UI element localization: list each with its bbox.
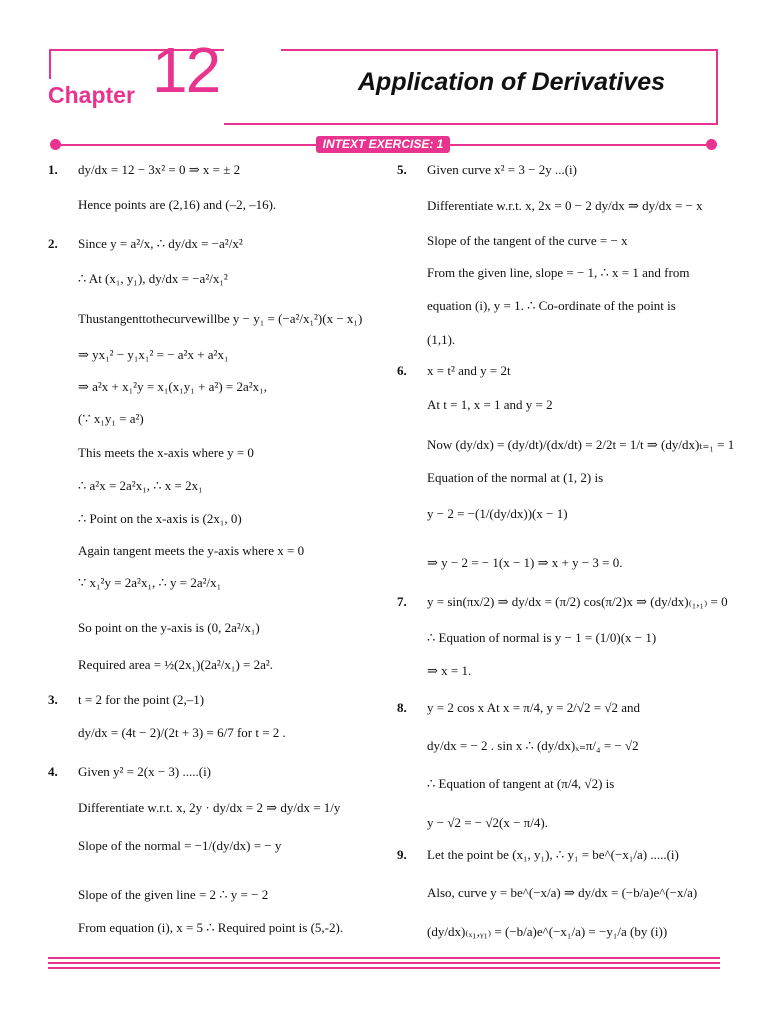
frame-line xyxy=(281,49,718,51)
solution-line: Now (dy/dx) = (dy/dt)/(dx/dt) = 2/2t = 1/t ⇒ (dy/dx)ₜ₌₁ = 1 xyxy=(427,437,735,452)
question-number: 4. xyxy=(48,764,58,779)
solution-line: Also, curve y = be^(−x/a) ⇒ dy/dx = (−b/a)e^(−x/a) xyxy=(427,885,698,900)
solution-line: From equation (i), x = 5 ∴ Required point is (5,-2). xyxy=(78,920,344,935)
solution-line: y − √2 = − √2(x − π/4). xyxy=(427,815,548,830)
frame-line xyxy=(49,49,51,79)
solution-line: dy/dx = (4t − 2)/(2t + 3) = 6/7 for t = 2 . xyxy=(78,725,286,740)
footer-rule xyxy=(48,957,720,959)
solution-line: y = sin(πx/2) ⇒ dy/dx = (π/2) cos(π/2)x ⇒ (dy/dx)₍₁,₁₎ = 0 xyxy=(427,594,728,609)
chapter-title: Application of Derivatives xyxy=(358,68,666,96)
solution-line: ⇒ yx₁² − y₁x₁² = − a²x + a²x₁ xyxy=(78,347,229,362)
question-number: 5. xyxy=(397,162,407,177)
frame-line xyxy=(224,123,718,125)
solution-line: dy/dx = 12 − 3x² = 0 ⇒ x = ± 2 xyxy=(78,162,241,177)
footer-rule xyxy=(48,967,720,969)
solution-line: This meets the x-axis where y = 0 xyxy=(78,445,254,460)
solution-line: (∵ x₁y₁ = a²) xyxy=(78,411,144,426)
solution-line: equation (i), y = 1. ∴ Co-ordinate of the point is xyxy=(427,298,676,313)
solution-line: (1,1). xyxy=(427,332,456,347)
solution-line: ∴ a²x = 2a²x₁, ∴ x = 2x₁ xyxy=(78,478,203,493)
solution-line: Let the point be (x₁, y₁), ∴ y₁ = be^(−x₁/a) .....(i) xyxy=(427,847,679,862)
solution-line: y − 2 = −(1/(dy/dx))(x − 1) xyxy=(427,506,568,521)
question-number: 7. xyxy=(397,594,407,609)
solution-line: y = 2 cos x At x = π/4, y = 2/√2 = √2 and xyxy=(427,700,641,715)
exercise-badge: INTEXT EXERCISE: 1 xyxy=(316,136,450,153)
solution-line: Required area = ½(2x₁)(2a²/x₁) = 2a². xyxy=(78,657,274,672)
question-number: 6. xyxy=(397,363,407,378)
frame-line xyxy=(716,49,718,125)
solution-line: ∴ Equation of tangent at (π/4, √2) is xyxy=(427,776,615,791)
solution-line: Equation of the normal at (1, 2) is xyxy=(427,470,604,485)
solution-line: Given y² = 2(x − 3) .....(i) xyxy=(78,764,212,779)
solution-line: ∴ At (x₁, y₁), dy/dx = −a²/x₁² xyxy=(78,271,228,286)
solution-line: x = t² and y = 2t xyxy=(427,363,511,378)
solution-line: Differentiate w.r.t. x, 2x = 0 − 2 dy/dx ⇒ dy/dx = − x xyxy=(427,198,703,213)
chapter-label: Chapter xyxy=(48,82,135,108)
solution-line: Slope of the given line = 2 ∴ y = − 2 xyxy=(78,887,269,902)
solution-line: ∵ x₁²y = 2a²x₁, ∴ y = 2a²/x₁ xyxy=(78,575,222,590)
solution-line: Again tangent meets the y-axis where x = 0 xyxy=(78,543,305,558)
chapter-number: 12 xyxy=(152,34,220,106)
divider-dot xyxy=(706,139,717,150)
footer-rule xyxy=(48,962,720,964)
solution-line: Since y = a²/x, ∴ dy/dx = −a²/x² xyxy=(78,236,243,251)
question-number: 1. xyxy=(48,162,58,177)
question-number: 8. xyxy=(397,700,407,715)
divider-dot xyxy=(50,139,61,150)
solution-line: (dy/dx)₍ₓ₁,ᵧ₁₎ = (−b/a)e^(−x₁/a) = −y₁/a (by (i)) xyxy=(427,924,668,939)
solution-line: ⇒ y − 2 = − 1(x − 1) ⇒ x + y − 3 = 0. xyxy=(427,555,623,570)
solution-line: ⇒ x = 1. xyxy=(427,663,472,678)
solution-line: ∴ Equation of normal is y − 1 = (1/0)(x − 1) xyxy=(427,630,657,645)
solution-line: t = 2 for the point (2,–1) xyxy=(78,692,205,707)
solution-line: Slope of the normal = −1/(dy/dx) = − y xyxy=(78,838,282,853)
solution-line: Slope of the tangent of the curve = − x xyxy=(427,233,628,248)
solution-line: At t = 1, x = 1 and y = 2 xyxy=(427,397,553,412)
solution-line: dy/dx = − 2 . sin x ∴ (dy/dx)ₓ₌π/₄ = − √2 xyxy=(427,738,639,753)
solution-line: Differentiate w.r.t. x, 2y · dy/dx = 2 ⇒ dy/dx = 1/y xyxy=(78,800,341,815)
solution-line: From the given line, slope = − 1, ∴ x = 1 and from xyxy=(427,265,690,280)
solution-line: ∴ Point on the x-axis is (2x₁, 0) xyxy=(78,511,242,526)
solution-line: So point on the y-axis is (0, 2a²/x₁) xyxy=(78,620,260,635)
solution-line: Thustangenttothecurvewillbe y − y₁ = (−a²/x₁²)(x − x₁) xyxy=(78,311,363,326)
solution-line: Given curve x² = 3 − 2y ...(i) xyxy=(427,162,577,177)
question-number: 2. xyxy=(48,236,58,251)
question-number: 9. xyxy=(397,847,407,862)
solution-line: Hence points are (2,16) and (–2, –16). xyxy=(78,197,277,212)
question-number: 3. xyxy=(48,692,58,707)
solution-line: ⇒ a²x + x₁²y = x₁(x₁y₁ + a²) = 2a²x₁, xyxy=(78,379,267,394)
